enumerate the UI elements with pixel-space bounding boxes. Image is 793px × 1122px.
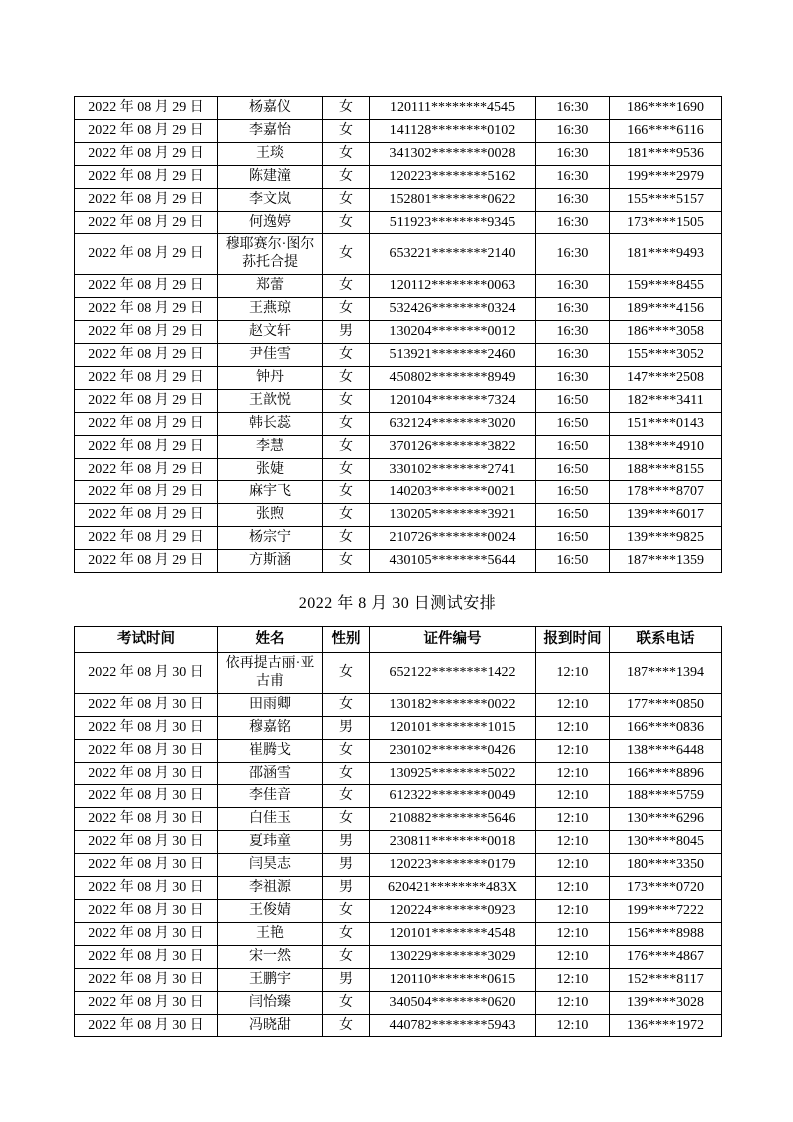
exam-date-cell: 2022 年 08 月 29 日 — [75, 211, 218, 234]
id-number-cell: 341302********0028 — [370, 142, 536, 165]
exam-date-cell: 2022 年 08 月 30 日 — [75, 1014, 218, 1037]
id-number-cell: 513921********2460 — [370, 343, 536, 366]
exam-date-cell: 2022 年 08 月 30 日 — [75, 991, 218, 1014]
gender-cell: 女 — [323, 481, 370, 504]
examinee-name-cell: 崔腾戈 — [218, 739, 323, 762]
phone-number-cell: 189****4156 — [610, 298, 722, 321]
examinee-name-cell: 闫怡臻 — [218, 991, 323, 1014]
column-header-exam-time: 考试时间 — [75, 627, 218, 653]
phone-number-cell: 139****3028 — [610, 991, 722, 1014]
table-row — [75, 97, 722, 120]
gender-cell: 女 — [323, 188, 370, 211]
id-number-cell: 612322********0049 — [370, 785, 536, 808]
examinee-name-cell: 赵文轩 — [218, 321, 323, 344]
exam-date-cell: 2022 年 08 月 29 日 — [75, 366, 218, 389]
exam-date-cell: 2022 年 08 月 29 日 — [75, 142, 218, 165]
id-number-cell: 230102********0426 — [370, 739, 536, 762]
phone-number-cell: 177****0850 — [610, 693, 722, 716]
examinee-name-cell: 王燕琼 — [218, 298, 323, 321]
id-number-cell: 532426********0324 — [370, 298, 536, 321]
id-number-cell: 130205********3921 — [370, 504, 536, 527]
examinee-name-cell: 李嘉怡 — [218, 119, 323, 142]
id-number-cell: 330102********2741 — [370, 458, 536, 481]
report-time-cell: 16:30 — [536, 298, 610, 321]
gender-cell: 女 — [323, 211, 370, 234]
id-number-cell: 653221********2140 — [370, 234, 536, 275]
exam-date-cell: 2022 年 08 月 30 日 — [75, 762, 218, 785]
exam-date-cell: 2022 年 08 月 30 日 — [75, 900, 218, 923]
exam-date-cell: 2022 年 08 月 29 日 — [75, 165, 218, 188]
id-number-cell: 340504********0620 — [370, 991, 536, 1014]
report-time-cell: 16:30 — [536, 366, 610, 389]
id-number-cell: 652122********1422 — [370, 653, 536, 694]
table-row — [75, 298, 722, 321]
table-row — [75, 234, 722, 275]
id-number-cell: 130229********3029 — [370, 945, 536, 968]
examinee-name-cell: 宋一然 — [218, 945, 323, 968]
exam-date-cell: 2022 年 08 月 30 日 — [75, 653, 218, 694]
gender-cell: 女 — [323, 693, 370, 716]
id-number-cell: 130182********0022 — [370, 693, 536, 716]
phone-number-cell: 138****4910 — [610, 435, 722, 458]
phone-number-cell: 188****5759 — [610, 785, 722, 808]
exam-date-cell: 2022 年 08 月 29 日 — [75, 527, 218, 550]
gender-cell: 女 — [323, 458, 370, 481]
table-row — [75, 922, 722, 945]
exam-date-cell: 2022 年 08 月 30 日 — [75, 831, 218, 854]
phone-number-cell: 166****8896 — [610, 762, 722, 785]
gender-cell: 女 — [323, 900, 370, 923]
table-row — [75, 458, 722, 481]
exam-date-cell: 2022 年 08 月 30 日 — [75, 739, 218, 762]
table-row — [75, 412, 722, 435]
examinee-name-cell: 李文岚 — [218, 188, 323, 211]
id-number-cell: 511923********9345 — [370, 211, 536, 234]
examinee-name-cell: 白佳玉 — [218, 808, 323, 831]
report-time-cell: 16:30 — [536, 211, 610, 234]
table-row — [75, 900, 722, 923]
id-number-cell: 370126********3822 — [370, 435, 536, 458]
examinee-name-cell: 李祖源 — [218, 877, 323, 900]
report-time-cell: 12:10 — [536, 653, 610, 694]
gender-cell: 女 — [323, 142, 370, 165]
exam-date-cell: 2022 年 08 月 29 日 — [75, 119, 218, 142]
examinee-name-cell: 穆嘉铭 — [218, 716, 323, 739]
phone-number-cell: 166****0836 — [610, 716, 722, 739]
examinee-name-cell: 李佳音 — [218, 785, 323, 808]
schedule-table-aug30-body — [75, 653, 722, 1037]
exam-date-cell: 2022 年 08 月 29 日 — [75, 321, 218, 344]
gender-cell: 女 — [323, 366, 370, 389]
exam-date-cell: 2022 年 08 月 30 日 — [75, 854, 218, 877]
examinee-name-cell: 方斯涵 — [218, 550, 323, 573]
phone-number-cell: 173****1505 — [610, 211, 722, 234]
id-number-cell: 620421********483X — [370, 877, 536, 900]
exam-date-cell: 2022 年 08 月 29 日 — [75, 275, 218, 298]
report-time-cell: 12:10 — [536, 900, 610, 923]
table-row — [75, 693, 722, 716]
gender-cell: 女 — [323, 785, 370, 808]
report-time-cell: 16:50 — [536, 481, 610, 504]
report-time-cell: 16:30 — [536, 119, 610, 142]
exam-date-cell: 2022 年 08 月 30 日 — [75, 968, 218, 991]
gender-cell: 女 — [323, 945, 370, 968]
column-header-phone: 联系电话 — [610, 627, 722, 653]
id-number-cell: 120104********7324 — [370, 389, 536, 412]
id-number-cell: 440782********5943 — [370, 1014, 536, 1037]
examinee-name-cell: 张煦 — [218, 504, 323, 527]
examinee-name-cell: 郑蕾 — [218, 275, 323, 298]
exam-date-cell: 2022 年 08 月 29 日 — [75, 343, 218, 366]
exam-date-cell: 2022 年 08 月 29 日 — [75, 458, 218, 481]
phone-number-cell: 155****3052 — [610, 343, 722, 366]
gender-cell: 女 — [323, 527, 370, 550]
examinee-name-cell: 张婕 — [218, 458, 323, 481]
id-number-cell: 120110********0615 — [370, 968, 536, 991]
phone-number-cell: 166****6116 — [610, 119, 722, 142]
report-time-cell: 12:10 — [536, 945, 610, 968]
exam-date-cell: 2022 年 08 月 30 日 — [75, 877, 218, 900]
examinee-name-cell: 穆耶赛尔·图尔荪托合提 — [218, 234, 323, 275]
gender-cell: 女 — [323, 119, 370, 142]
report-time-cell: 12:10 — [536, 968, 610, 991]
examinee-name-cell: 夏玮童 — [218, 831, 323, 854]
id-number-cell: 210726********0024 — [370, 527, 536, 550]
report-time-cell: 12:10 — [536, 922, 610, 945]
gender-cell: 女 — [323, 504, 370, 527]
id-number-cell: 430105********5644 — [370, 550, 536, 573]
id-number-cell: 450802********8949 — [370, 366, 536, 389]
table-row — [75, 1014, 722, 1037]
exam-date-cell: 2022 年 08 月 30 日 — [75, 922, 218, 945]
table-row — [75, 991, 722, 1014]
report-time-cell: 16:30 — [536, 234, 610, 275]
exam-date-cell: 2022 年 08 月 29 日 — [75, 298, 218, 321]
examinee-name-cell: 尹佳雪 — [218, 343, 323, 366]
gender-cell: 男 — [323, 877, 370, 900]
examinee-name-cell: 杨宗宁 — [218, 527, 323, 550]
phone-number-cell: 187****1359 — [610, 550, 722, 573]
id-number-cell: 140203********0021 — [370, 481, 536, 504]
report-time-cell: 12:10 — [536, 762, 610, 785]
id-number-cell: 120111********4545 — [370, 97, 536, 120]
exam-date-cell: 2022 年 08 月 29 日 — [75, 412, 218, 435]
gender-cell: 女 — [323, 389, 370, 412]
report-time-cell: 16:50 — [536, 527, 610, 550]
examinee-name-cell: 钟丹 — [218, 366, 323, 389]
table-row — [75, 321, 722, 344]
table-row — [75, 165, 722, 188]
id-number-cell: 230811********0018 — [370, 831, 536, 854]
phone-number-cell: 182****3411 — [610, 389, 722, 412]
exam-date-cell: 2022 年 08 月 29 日 — [75, 550, 218, 573]
report-time-cell: 12:10 — [536, 716, 610, 739]
report-time-cell: 12:10 — [536, 808, 610, 831]
phone-number-cell: 187****1394 — [610, 653, 722, 694]
table-row — [75, 366, 722, 389]
phone-number-cell: 152****8117 — [610, 968, 722, 991]
report-time-cell: 16:30 — [536, 275, 610, 298]
table-row — [75, 527, 722, 550]
report-time-cell: 16:50 — [536, 550, 610, 573]
gender-cell: 女 — [323, 808, 370, 831]
examinee-name-cell: 王艳 — [218, 922, 323, 945]
table-row — [75, 389, 722, 412]
examinee-name-cell: 田雨卿 — [218, 693, 323, 716]
report-time-cell: 16:50 — [536, 458, 610, 481]
report-time-cell: 16:30 — [536, 165, 610, 188]
gender-cell: 女 — [323, 165, 370, 188]
report-time-cell: 16:30 — [536, 343, 610, 366]
id-number-cell: 141128********0102 — [370, 119, 536, 142]
report-time-cell: 16:30 — [536, 321, 610, 344]
table-row — [75, 343, 722, 366]
gender-cell: 女 — [323, 234, 370, 275]
table-row — [75, 831, 722, 854]
report-time-cell: 16:30 — [536, 142, 610, 165]
exam-date-cell: 2022 年 08 月 30 日 — [75, 808, 218, 831]
phone-number-cell: 139****6017 — [610, 504, 722, 527]
examinee-name-cell: 冯晓甜 — [218, 1014, 323, 1037]
report-time-cell: 12:10 — [536, 1014, 610, 1037]
table-row — [75, 188, 722, 211]
phone-number-cell: 178****8707 — [610, 481, 722, 504]
phone-number-cell: 186****1690 — [610, 97, 722, 120]
report-time-cell: 12:10 — [536, 785, 610, 808]
table-row — [75, 481, 722, 504]
phone-number-cell: 139****9825 — [610, 527, 722, 550]
report-time-cell: 16:50 — [536, 389, 610, 412]
column-header-report-time: 报到时间 — [536, 627, 610, 653]
table-row — [75, 739, 722, 762]
gender-cell: 女 — [323, 97, 370, 120]
report-time-cell: 16:30 — [536, 97, 610, 120]
table-row — [75, 142, 722, 165]
column-header-name: 姓名 — [218, 627, 323, 653]
id-number-cell: 130204********0012 — [370, 321, 536, 344]
table-row — [75, 550, 722, 573]
phone-number-cell: 181****9536 — [610, 142, 722, 165]
examinee-name-cell: 杨嘉仪 — [218, 97, 323, 120]
report-time-cell: 16:30 — [536, 188, 610, 211]
gender-cell: 女 — [323, 991, 370, 1014]
exam-date-cell: 2022 年 08 月 30 日 — [75, 785, 218, 808]
table-row — [75, 854, 722, 877]
phone-number-cell: 186****3058 — [610, 321, 722, 344]
table-row — [75, 877, 722, 900]
id-number-cell: 632124********3020 — [370, 412, 536, 435]
phone-number-cell: 199****7222 — [610, 900, 722, 923]
table-row — [75, 968, 722, 991]
exam-date-cell: 2022 年 08 月 29 日 — [75, 97, 218, 120]
table-row — [75, 275, 722, 298]
id-number-cell: 120101********1015 — [370, 716, 536, 739]
gender-cell: 男 — [323, 321, 370, 344]
schedule-table-aug29 — [74, 96, 722, 573]
examinee-name-cell: 何逸婷 — [218, 211, 323, 234]
phone-number-cell: 181****9493 — [610, 234, 722, 275]
phone-number-cell: 173****0720 — [610, 877, 722, 900]
id-number-cell: 120224********0923 — [370, 900, 536, 923]
column-header-gender: 性别 — [323, 627, 370, 653]
report-time-cell: 12:10 — [536, 693, 610, 716]
examinee-name-cell: 王歆悦 — [218, 389, 323, 412]
gender-cell: 女 — [323, 435, 370, 458]
table-row — [75, 119, 722, 142]
exam-date-cell: 2022 年 08 月 29 日 — [75, 389, 218, 412]
table-row — [75, 716, 722, 739]
report-time-cell: 12:10 — [536, 739, 610, 762]
section-title-aug30: 2022 年 8 月 30 日测试安排 — [298, 595, 497, 613]
examinee-name-cell: 韩长蕊 — [218, 412, 323, 435]
table-row — [75, 808, 722, 831]
gender-cell: 女 — [323, 653, 370, 694]
id-number-cell: 152801********0622 — [370, 188, 536, 211]
gender-cell: 女 — [323, 298, 370, 321]
exam-date-cell: 2022 年 08 月 29 日 — [75, 435, 218, 458]
table-row — [75, 762, 722, 785]
table-row — [75, 211, 722, 234]
report-time-cell: 16:50 — [536, 435, 610, 458]
gender-cell: 男 — [323, 968, 370, 991]
exam-date-cell: 2022 年 08 月 30 日 — [75, 716, 218, 739]
report-time-cell: 16:50 — [536, 504, 610, 527]
table-row — [75, 785, 722, 808]
gender-cell: 女 — [323, 412, 370, 435]
report-time-cell: 12:10 — [536, 854, 610, 877]
phone-number-cell: 159****8455 — [610, 275, 722, 298]
examinee-name-cell: 王琰 — [218, 142, 323, 165]
page-content — [74, 96, 721, 1037]
gender-cell: 女 — [323, 550, 370, 573]
phone-number-cell: 180****3350 — [610, 854, 722, 877]
id-number-cell: 210882********5646 — [370, 808, 536, 831]
phone-number-cell: 147****2508 — [610, 366, 722, 389]
examinee-name-cell: 陈建潼 — [218, 165, 323, 188]
phone-number-cell: 136****1972 — [610, 1014, 722, 1037]
id-number-cell: 120101********4548 — [370, 922, 536, 945]
phone-number-cell: 138****6448 — [610, 739, 722, 762]
schedule-table-aug29-body — [75, 97, 722, 573]
phone-number-cell: 188****8155 — [610, 458, 722, 481]
exam-date-cell: 2022 年 08 月 29 日 — [75, 234, 218, 275]
phone-number-cell: 156****8988 — [610, 922, 722, 945]
gender-cell: 女 — [323, 343, 370, 366]
gender-cell: 男 — [323, 831, 370, 854]
id-number-cell: 120223********0179 — [370, 854, 536, 877]
examinee-name-cell: 王鹏宇 — [218, 968, 323, 991]
gender-cell: 女 — [323, 275, 370, 298]
examinee-name-cell: 李慧 — [218, 435, 323, 458]
id-number-cell: 120112********0063 — [370, 275, 536, 298]
gender-cell: 男 — [323, 716, 370, 739]
column-header-id-number: 证件编号 — [370, 627, 536, 653]
examinee-name-cell: 闫昊志 — [218, 854, 323, 877]
report-time-cell: 12:10 — [536, 991, 610, 1014]
exam-date-cell: 2022 年 08 月 29 日 — [75, 188, 218, 211]
examinee-name-cell: 王俊婧 — [218, 900, 323, 923]
table-row — [75, 653, 722, 694]
gender-cell: 女 — [323, 1014, 370, 1037]
id-number-cell: 120223********5162 — [370, 165, 536, 188]
phone-number-cell: 151****0143 — [610, 412, 722, 435]
phone-number-cell: 130****8045 — [610, 831, 722, 854]
report-time-cell: 12:10 — [536, 831, 610, 854]
gender-cell: 女 — [323, 922, 370, 945]
report-time-cell: 12:10 — [536, 877, 610, 900]
gender-cell: 男 — [323, 854, 370, 877]
id-number-cell: 130925********5022 — [370, 762, 536, 785]
exam-date-cell: 2022 年 08 月 29 日 — [75, 504, 218, 527]
gender-cell: 女 — [323, 762, 370, 785]
exam-date-cell: 2022 年 08 月 29 日 — [75, 481, 218, 504]
phone-number-cell: 199****2979 — [610, 165, 722, 188]
gender-cell: 女 — [323, 739, 370, 762]
phone-number-cell: 130****6296 — [610, 808, 722, 831]
table-row — [75, 435, 722, 458]
schedule-table-aug30 — [74, 626, 722, 1037]
exam-date-cell: 2022 年 08 月 30 日 — [75, 945, 218, 968]
phone-number-cell: 155****5157 — [610, 188, 722, 211]
examinee-name-cell: 邵涵雪 — [218, 762, 323, 785]
exam-date-cell: 2022 年 08 月 30 日 — [75, 693, 218, 716]
table-row — [75, 504, 722, 527]
report-time-cell: 16:50 — [536, 412, 610, 435]
examinee-name-cell: 麻宇飞 — [218, 481, 323, 504]
table-row — [75, 945, 722, 968]
phone-number-cell: 176****4867 — [610, 945, 722, 968]
header-row — [75, 627, 722, 653]
examinee-name-cell: 依再提古丽·亚古甫 — [218, 653, 323, 694]
